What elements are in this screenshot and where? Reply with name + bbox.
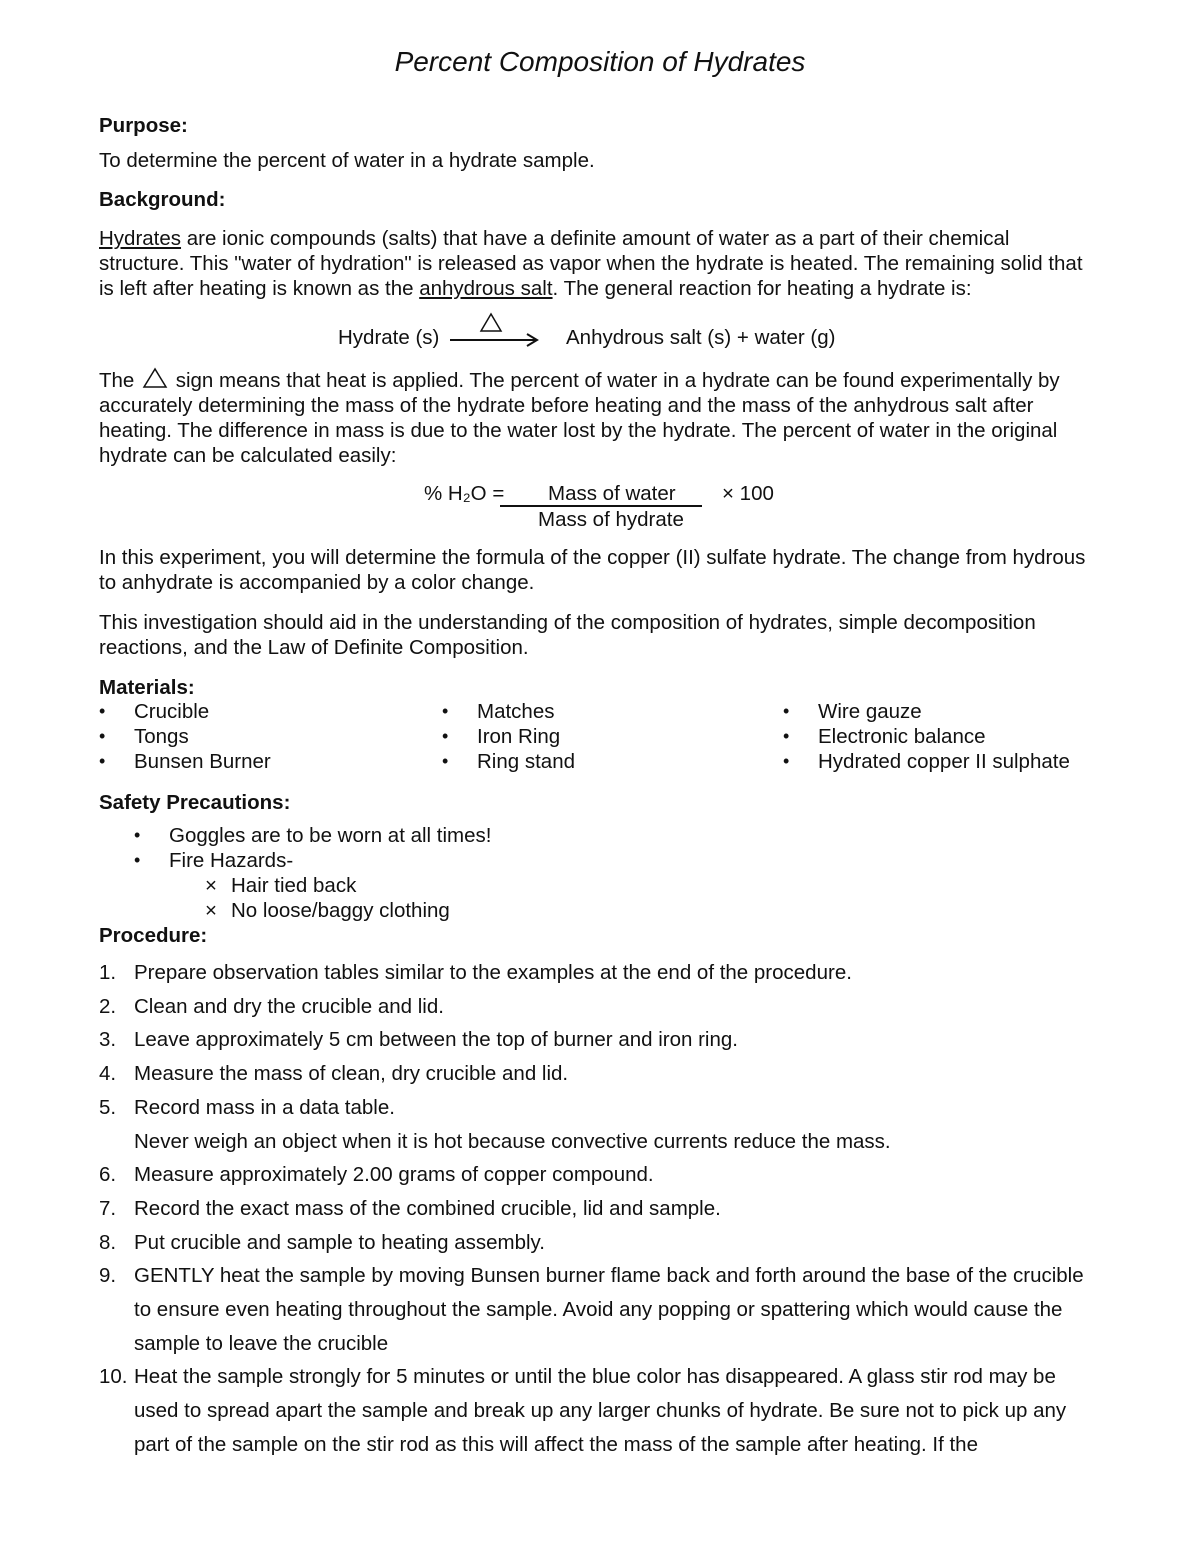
- bullet: •: [99, 726, 106, 746]
- list-item: × No loose/baggy clothing: [205, 899, 450, 922]
- safety-list: [134, 823, 491, 923]
- formula-numerator: Mass of water: [548, 482, 676, 505]
- list-item: • Fire Hazards-: [134, 849, 294, 872]
- delta-icon: [140, 367, 170, 389]
- formula-left: % H₂O =: [424, 482, 505, 505]
- materials-column-1: [99, 699, 271, 774]
- procedure-step: 8. Put crucible and sample to heating assembly.: [99, 1230, 545, 1254]
- bullet: •: [442, 701, 449, 721]
- bullet: •: [134, 850, 141, 870]
- list-item: • Iron Ring: [442, 725, 561, 748]
- procedure-step: 5. Record mass in a data table.: [99, 1095, 395, 1119]
- procedure-step: 6. Measure approximately 2.00 grams of copper compound.: [99, 1163, 654, 1187]
- list-item: • Tongs: [99, 725, 189, 748]
- bullet: •: [99, 701, 106, 721]
- fraction-bar: [500, 505, 702, 507]
- formula-right: × 100: [722, 482, 774, 505]
- term-anhydrous-salt: anhydrous salt: [419, 277, 553, 300]
- procedure-step: 7. Record the exact mass of the combined crucible, lid and sample.: [99, 1196, 721, 1220]
- cross-marker: ×: [205, 899, 217, 922]
- procedure-step: 4. Measure the mass of clean, dry crucible and lid.: [99, 1062, 569, 1086]
- background-heading: Background:: [99, 188, 226, 211]
- list-item: × Hair tied back: [205, 874, 357, 897]
- page-title: Percent Composition of Hydrates: [394, 46, 806, 77]
- list-item: • Matches: [442, 700, 555, 723]
- background-paragraph-2: [99, 367, 1099, 468]
- background-paragraph-3: In this experiment, you will determine the formula of the copper (II) sulfate hydrate. The change from hydrous to anhydrate is accompanied by a color change.: [99, 546, 1086, 594]
- materials-column-3: [783, 699, 1070, 774]
- background-p1-text-b: . The general reaction for heating a hydrate is:: [552, 277, 972, 300]
- background-paragraph-4: This investigation should aid in the understanding of the composition of hydrates, simple decomposition reactions, and the Law of Definite Composition.: [99, 611, 1036, 659]
- bullet: •: [134, 825, 141, 845]
- list-item: • Wire gauze: [783, 700, 922, 723]
- list-item: • Ring stand: [442, 750, 576, 773]
- procedure-steps: [99, 956, 1099, 1462]
- list-item: • Crucible: [99, 700, 210, 723]
- list-item: • Bunsen Burner: [99, 750, 271, 773]
- procedure-note: Never weigh an object when it is hot because convective currents reduce the mass.: [134, 1129, 891, 1153]
- materials-heading: Materials:: [99, 676, 195, 699]
- bullet: •: [783, 726, 790, 746]
- bullet: •: [99, 751, 106, 771]
- background-p1-text-a: are ionic compounds (salts) that have a definite amount of water as a part of their chemical structure. This "water of hydration" is released as vapor when the hydrate is heated. The remaining solid that is left after heating is known as the: [99, 227, 1083, 300]
- procedure-step: 10. Heat the sample strongly for 5 minutes or until the blue color has disappeared. A glass stir rod may be used to spread apart the sample and break up any larger chunks of hydrate. Be sure not to pick up any part of the sample on the stir rod as this will affect the mass of the sample after heating. If the: [99, 1365, 1067, 1456]
- heat-arrow-icon: [448, 312, 543, 348]
- cross-marker: ×: [205, 874, 217, 897]
- reaction-left: Hydrate (s): [338, 326, 440, 349]
- purpose-heading: Purpose:: [99, 114, 188, 137]
- procedure-step: 3. Leave approximately 5 cm between the top of burner and iron ring.: [99, 1028, 738, 1052]
- formula-denominator: Mass of hydrate: [538, 508, 684, 531]
- bullet: •: [783, 751, 790, 771]
- list-item: • Goggles are to be worn at all times!: [134, 824, 492, 847]
- procedure-heading: Procedure:: [99, 924, 208, 947]
- bullet: •: [442, 751, 449, 771]
- materials-column-2: [442, 699, 575, 774]
- purpose-text: To determine the percent of water in a hydrate sample.: [99, 149, 595, 172]
- procedure-step: 2. Clean and dry the crucible and lid.: [99, 994, 444, 1018]
- bullet: •: [783, 701, 790, 721]
- bullet: •: [442, 726, 449, 746]
- background-p2-text-b: sign means that heat is applied. The percent of water in a hydrate can be found experimentally by accurately determining the mass of the hydrate before heating and the mass of the anhydrous salt after heating. The difference in mass is due to the water lost by the hydrate. The percent of water in the original hydrate can be calculated easily:: [99, 369, 1060, 467]
- safety-heading: Safety Precautions:: [99, 791, 291, 814]
- background-p2-text-a: The: [99, 369, 141, 392]
- procedure-step: 9. GENTLY heat the sample by moving Bunsen burner flame back and forth around the base of the crucible to ensure even heating throughout the sample. Avoid any popping or spattering which would cause the sample to leave the crucible: [99, 1264, 1084, 1355]
- list-item: • Electronic balance: [783, 725, 986, 748]
- reaction-right: Anhydrous salt (s) + water (g): [566, 326, 836, 349]
- list-item: • Hydrated copper II sulphate: [783, 750, 1070, 773]
- procedure-step: 1. Prepare observation tables similar to the examples at the end of the procedure.: [99, 961, 852, 984]
- background-paragraph-1: [99, 226, 1099, 301]
- term-hydrates: Hydrates: [99, 227, 182, 250]
